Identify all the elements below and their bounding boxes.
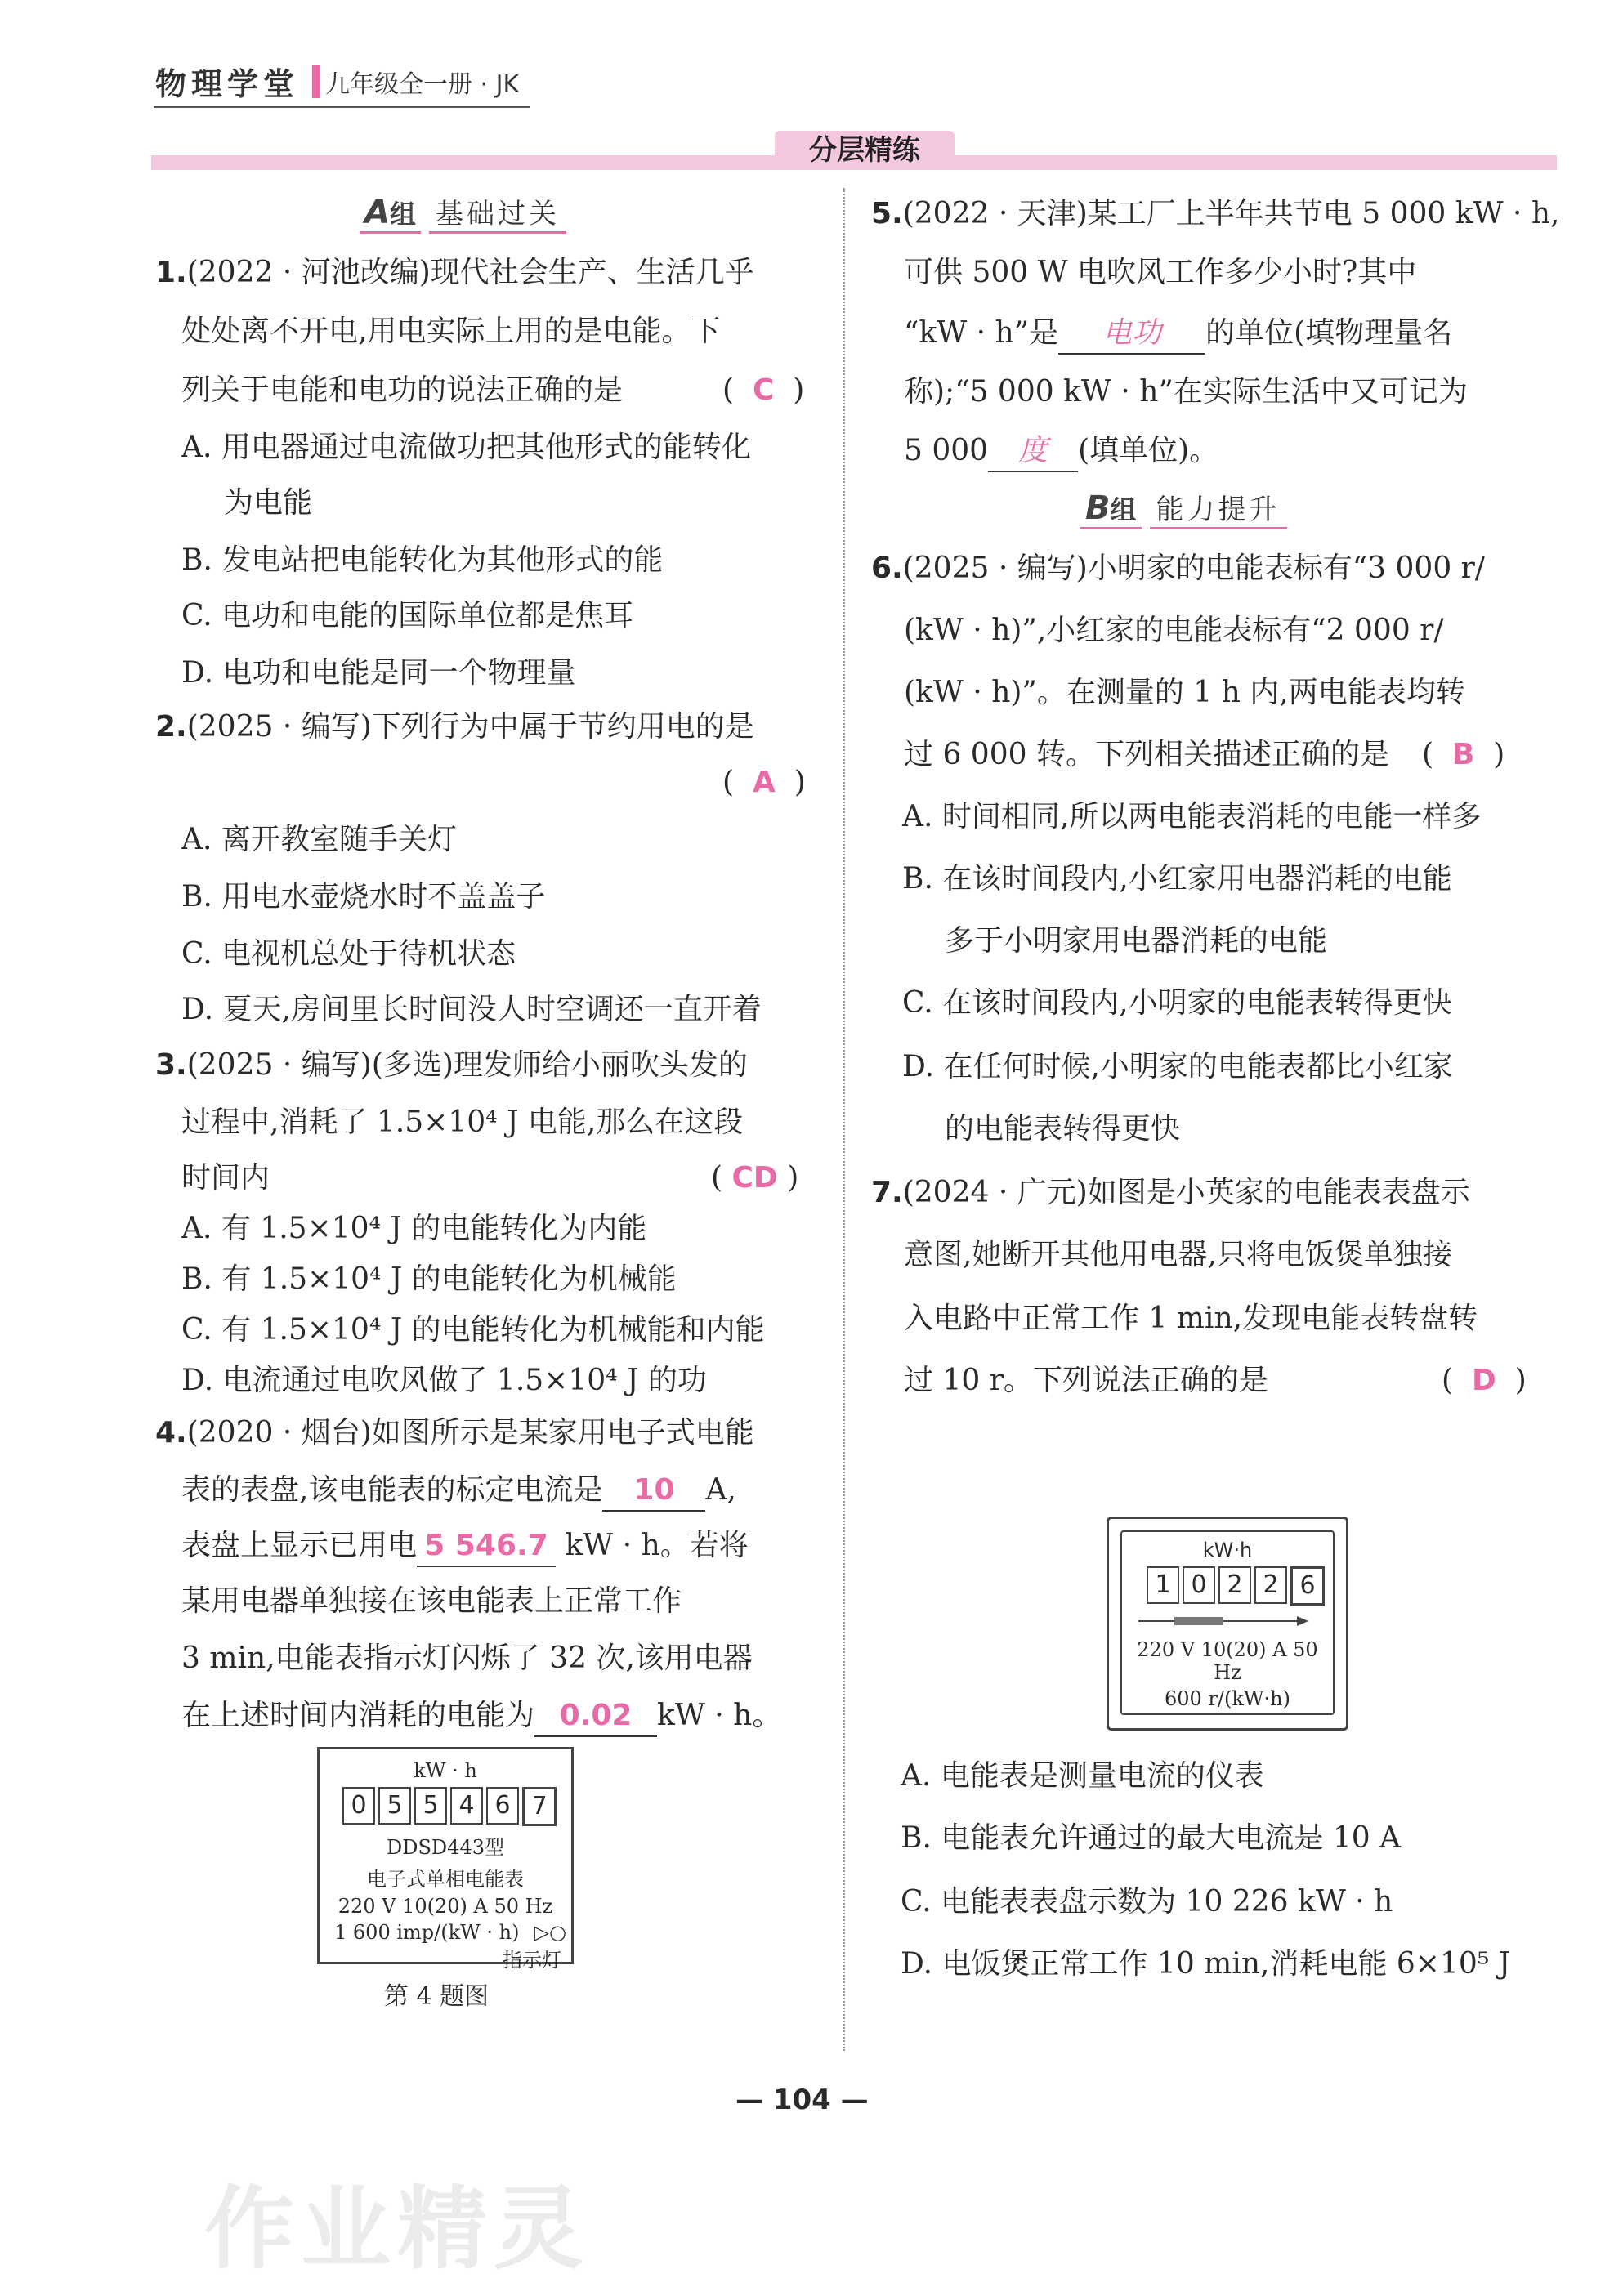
q3-option-d: D. 电流通过电吹风做了 1.5×10⁴ J 的功 xyxy=(181,1364,707,1397)
group-b-tag: B组 xyxy=(1080,489,1142,529)
q1-option-a-line1: A. 用电器通过电流做功把其他形式的能转化 xyxy=(181,431,751,464)
q7-stem-line1: 7.(2024 · 广元)如图是小英家的电能表表盘示 xyxy=(871,1176,1470,1209)
watermark: 作业精灵 xyxy=(204,2177,590,2281)
q6-answer: ( B ) xyxy=(1422,738,1505,771)
q5-stem-line1: 5.(2022 · 天津)某工厂上半年共节电 5 000 kW · h, xyxy=(871,197,1560,230)
q4-stem-line4: 某用电器单独接在该电能表上正常工作 xyxy=(181,1584,682,1618)
q5-stem-line4: 称);“5 000 kW · h”在实际生活中又可记为 xyxy=(904,375,1468,409)
header-accent-bar xyxy=(312,65,320,98)
q7-meter-rev: 600 r/(kW·h) xyxy=(1164,1687,1291,1710)
q2-option-a: A. 离开教室随手关灯 xyxy=(181,823,457,856)
q5-stem-line2: 可供 500 W 电吹风工作多少小时?其中 xyxy=(904,256,1417,289)
q1-option-c: C. 电功和电能的国际单位都是焦耳 xyxy=(181,599,634,632)
q6-option-d-line1: D. 在任何时候,小明家的电能表都比小红家 xyxy=(902,1050,1453,1083)
q4-digit: 5 xyxy=(414,1787,447,1825)
q1-option-b: B. 发电站把电能转化为其他形式的能 xyxy=(181,543,664,577)
q4-meter-digits xyxy=(342,1787,571,1826)
q7-stem-line4: 过 10 r。下列说法正确的是 xyxy=(904,1364,1268,1397)
book-title: 物理学堂 xyxy=(155,65,300,102)
q6-stem-line2: (kW · h)”,小红家的电能表标有“2 000 r/ xyxy=(904,614,1444,647)
q6-option-b-line1: B. 在该时间段内,小红家用电器消耗的电能 xyxy=(902,862,1452,896)
q4-blank-reading[interactable]: 5 546.7 xyxy=(417,1526,556,1567)
indicator-light-icon: ▷○ xyxy=(534,1921,566,1944)
q4-stem-line6: 在上述时间内消耗的电能为 0.02 kW · h。 xyxy=(181,1696,781,1735)
q4-stem-line5: 3 min,电能表指示灯闪烁了 32 次,该用电器 xyxy=(181,1642,753,1675)
q7-option-c: C. 电能表表盘示数为 10 226 kW · h xyxy=(901,1885,1393,1919)
q3-stem-line1: 3.(2025 · 编写)(多选)理发师给小丽吹头发的 xyxy=(155,1048,748,1082)
q4-meter-figure xyxy=(317,1747,574,1972)
q1-option-d: D. 电功和电能是同一个物理量 xyxy=(181,656,576,690)
q4-meter-name: 电子式单相电能表 xyxy=(367,1868,524,1891)
q4-digit: 0 xyxy=(342,1787,375,1825)
column-divider xyxy=(843,188,845,2051)
q4-meter-unit: kW · h xyxy=(414,1759,477,1782)
q1-answer: ( C ) xyxy=(722,373,805,407)
q4-stem-line2: 表的表盘,该电能表的标定电流是 10 A, xyxy=(181,1471,736,1510)
q7-digit: 2 xyxy=(1254,1566,1287,1604)
q2-answer: ( A ) xyxy=(722,766,806,799)
q2-stem-line1: 2.(2025 · 编写)下列行为中属于节约用电的是 xyxy=(155,710,754,744)
q5-blank-quantity[interactable]: 电功 xyxy=(1058,314,1205,355)
q7-meter-digits xyxy=(1147,1566,1333,1606)
q4-digit: 6 xyxy=(486,1787,519,1825)
q1-stem-line2: 处处离不开电,用电实际上用的是电能。下 xyxy=(181,315,721,348)
q7-stem-line2: 意图,她断开其他用电器,只将电饭煲单独接 xyxy=(904,1238,1452,1271)
rotating-disc-icon xyxy=(1133,1610,1321,1632)
q7-meter-unit: kW·h xyxy=(1202,1539,1253,1561)
q7-stem-line3: 入电路中正常工作 1 min,发现电能表转盘转 xyxy=(904,1302,1478,1335)
q6-stem-line1: 6.(2025 · 编写)小明家的电能表标有“3 000 r/ xyxy=(871,552,1486,585)
q7-meter-figure xyxy=(1107,1517,1348,1731)
q4-digit: 4 xyxy=(450,1787,483,1825)
header-underline xyxy=(154,106,530,108)
q5-stem-line3: “kW · h”是 电功 的单位(填物理量名 xyxy=(904,314,1452,353)
group-b-title: 能力提升 xyxy=(1150,487,1287,529)
q3-stem-line2: 过程中,消耗了 1.5×10⁴ J 电能,那么在这段 xyxy=(181,1106,744,1139)
q3-option-c: C. 有 1.5×10⁴ J 的电能转化为机械能和内能 xyxy=(181,1313,765,1347)
q4-meter-spec: 220 V 10(20) A 50 Hz xyxy=(338,1895,553,1918)
q3-stem-line3: 时间内 xyxy=(181,1161,270,1195)
q7-option-d: D. 电饭煲正常工作 10 min,消耗电能 6×10⁵ J xyxy=(901,1947,1511,1981)
q7-meter-inner xyxy=(1120,1530,1335,1715)
q5-stem-line5: 5 000 度 (填单位)。 xyxy=(904,431,1218,471)
q6-stem-line3: (kW · h)”。在测量的 1 h 内,两电能表均转 xyxy=(904,676,1465,709)
q4-stem-line3: 表盘上显示已用电 5 546.7 kW · h。若将 xyxy=(181,1526,749,1566)
q3-option-a: A. 有 1.5×10⁴ J 的电能转化为内能 xyxy=(181,1212,647,1245)
q6-option-c: C. 在该时间段内,小明家的电能表转得更快 xyxy=(902,986,1452,1020)
group-b-heading xyxy=(1080,490,1287,529)
page-number: — 104 — xyxy=(735,2084,869,2116)
q7-digit: 1 xyxy=(1147,1566,1179,1604)
q7-meter-spec: 220 V 10(20) A 50 Hz xyxy=(1137,1638,1318,1684)
q4-meter-model: DDSD443型 xyxy=(387,1836,504,1859)
q3-option-b: B. 有 1.5×10⁴ J 的电能转化为机械能 xyxy=(181,1262,677,1296)
q7-digit: 0 xyxy=(1183,1566,1215,1604)
q4-meter-imp: 1 600 imp/(kW · h) ▷○ xyxy=(334,1921,566,1944)
q4-blank-current[interactable]: 10 xyxy=(602,1471,705,1512)
book-subtitle: 九年级全一册 · JK xyxy=(325,70,520,99)
q2-option-c: C. 电视机总处于待机状态 xyxy=(181,937,516,971)
q5-blank-unit[interactable]: 度 xyxy=(988,431,1078,472)
q1-stem-line1: 1.(2022 · 河池改编)现代社会生产、生活几乎 xyxy=(155,256,754,289)
group-a-title: 基础过关 xyxy=(429,191,566,234)
q4-blank-energy[interactable]: 0.02 xyxy=(534,1696,657,1737)
q4-digit: 7 xyxy=(522,1787,557,1826)
q4-digit: 5 xyxy=(378,1787,411,1825)
q4-figure-caption: 第 4 题图 xyxy=(384,1982,490,2011)
q7-answer: ( D ) xyxy=(1442,1364,1527,1397)
group-a-heading xyxy=(360,194,566,234)
q1-stem-line3: 列关于电能和电功的说法正确的是 xyxy=(181,373,624,407)
q6-stem-line4: 过 6 000 转。下列相关描述正确的是 xyxy=(904,738,1389,771)
group-a-tag: A组 xyxy=(360,194,421,234)
q7-digit: 2 xyxy=(1218,1566,1251,1604)
q2-option-b: B. 用电水壶烧水时不盖盖子 xyxy=(181,880,546,913)
q6-option-d-line2: 的电能表转得更快 xyxy=(945,1112,1181,1146)
q3-answer: ( CD ) xyxy=(711,1161,799,1195)
q2-option-d: D. 夏天,房间里长时间没人时空调还一直开着 xyxy=(181,993,762,1026)
q7-option-a: A. 电能表是测量电流的仪表 xyxy=(901,1759,1264,1793)
q1-option-a-line2: 为电能 xyxy=(224,486,313,520)
q7-digit: 6 xyxy=(1290,1566,1325,1606)
q4-stem-line1: 4.(2020 · 烟台)如图所示是某家用电子式电能 xyxy=(155,1416,754,1450)
q7-option-b: B. 电能表允许通过的最大电流是 10 A xyxy=(901,1821,1402,1855)
section-title: 分层精练 xyxy=(809,134,920,167)
q6-option-a: A. 时间相同,所以两电能表消耗的电能一样多 xyxy=(902,800,1482,833)
q4-meter-indicator: 指示灯 xyxy=(503,1949,561,1972)
q6-option-b-line2: 多于小明家用电器消耗的电能 xyxy=(945,924,1328,958)
